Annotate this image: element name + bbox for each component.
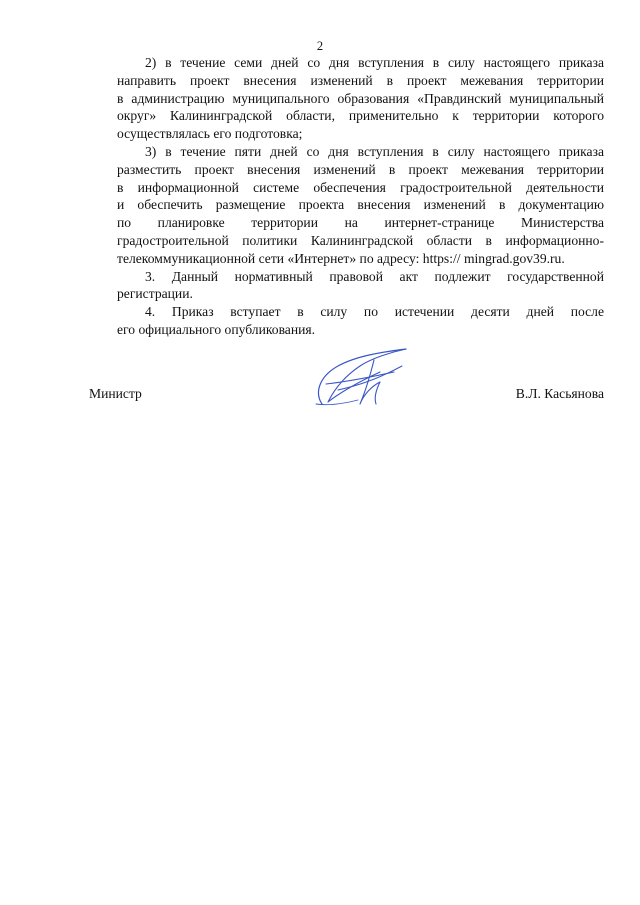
signatory-name: В.Л. Касьянова bbox=[515, 386, 604, 401]
paragraph-item-3 bbox=[89, 143, 604, 268]
document-body bbox=[89, 54, 604, 339]
text-line: регистрации. bbox=[117, 286, 193, 302]
signature-stroke bbox=[360, 360, 380, 404]
text-line: в администрацию муниципального образования «Правдинский муниципальный bbox=[117, 90, 604, 106]
text-line: его официального опубликования. bbox=[117, 321, 316, 337]
signatory-title: Министр bbox=[89, 386, 142, 401]
paragraph-effective-date bbox=[89, 303, 604, 339]
signature-stroke bbox=[338, 366, 402, 390]
text-line: градостроительной политики Калининградской области в информационно- bbox=[117, 232, 604, 248]
text-line: осуществлялась его подготовка; bbox=[117, 126, 303, 142]
page-number: 2 bbox=[316, 39, 324, 53]
text-line: 3. Данный нормативный правовой акт подлежит государственной bbox=[145, 268, 604, 284]
text-line: по планировке территории на интернет-странице Министерства bbox=[117, 215, 604, 231]
text-line: округ» Калининградской области, применительно к территории которого bbox=[117, 108, 604, 124]
paragraph-item-2 bbox=[89, 54, 604, 143]
signature-stroke bbox=[328, 349, 406, 402]
text-line: 2) в течение семи дней со дня вступления в силу настоящего приказа bbox=[145, 55, 604, 70]
text-line: направить проект внесения изменений в проект межевания территории bbox=[117, 72, 604, 88]
handwritten-signature bbox=[308, 346, 413, 416]
text-line: телекоммуникационной сети «Интернет» по адресу: https:// mingrad.gov39.ru. bbox=[117, 250, 565, 266]
text-line: в информационной системе обеспечения градостроительной деятельности bbox=[117, 179, 604, 195]
text-line: 4. Приказ вступает в силу по истечении десяти дней после bbox=[145, 304, 604, 320]
text-line: 3) в течение пяти дней со дня вступления в силу настоящего приказа bbox=[145, 143, 604, 159]
text-line: и обеспечить размещение проекта внесения изменений в документацию bbox=[117, 197, 604, 213]
text-line: разместить проект внесения изменений в проект межевания территории bbox=[117, 161, 604, 177]
paragraph-registration bbox=[89, 268, 604, 304]
